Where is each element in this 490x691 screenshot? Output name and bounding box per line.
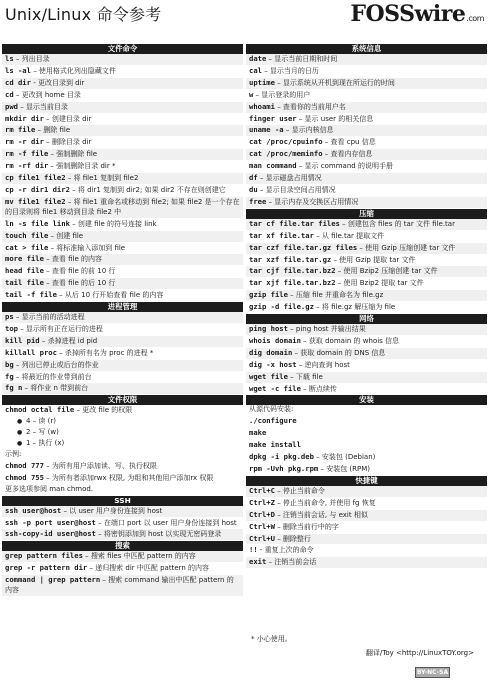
section-header: 快捷键 (246, 476, 487, 486)
command-code: tar czf file.tar.gz files (249, 242, 358, 252)
command-row (246, 405, 487, 416)
command-row (2, 372, 243, 384)
command-code: mkdir dir (5, 113, 44, 123)
command-description: – 强制删除 file (48, 150, 98, 159)
command-description: – 断点续传 (300, 384, 337, 393)
command-description: – 安装包 (RPM) (318, 465, 371, 473)
command-code: killall proc (5, 347, 57, 357)
command-code: grep pattern files (5, 551, 83, 561)
command-code: tar cf file.tar files (249, 218, 340, 228)
command-code: free (249, 196, 267, 206)
command-code: finger user (249, 113, 297, 123)
command-description: – 显示 user 的相关信息 (296, 114, 374, 123)
command-description: – 为所有用户添加读、写、执行权限 (43, 461, 157, 470)
command-row (246, 557, 487, 569)
command-code: tar xzf file.tar.gz (249, 254, 332, 264)
command-code: Ctrl+C (249, 485, 275, 495)
command-description: – 安装包 (Debian) (313, 453, 376, 462)
command-row (2, 405, 243, 417)
command-description: – 列出目录 (13, 55, 50, 63)
command-code: Ctrl+U (249, 533, 275, 543)
command-code: grep -r pattern dir (5, 563, 88, 573)
command-code: cd dir (5, 77, 31, 87)
command-row (246, 464, 487, 476)
command-description: – 查看你的当前用户名 (274, 102, 346, 111)
command-code: uname -a (249, 125, 284, 135)
command-code: tar xf file.tar (249, 230, 314, 240)
section-header: 文件命令 (2, 44, 243, 54)
command-row (246, 66, 487, 78)
command-description: – 停止当前命令 (274, 486, 325, 495)
section-header: 进程管理 (2, 302, 243, 312)
command-row (2, 506, 243, 518)
section-header: SSH (2, 496, 243, 506)
command-description: - 重复上次的命令 (257, 546, 314, 555)
command-row (2, 173, 243, 185)
command-code: dig domain (249, 347, 293, 357)
command-row (246, 102, 487, 114)
command-description: – 将 dir1 复制到 dir2; 如果 dir2 不存在则创建它 (69, 185, 226, 194)
command-code: tail -f file (5, 290, 57, 300)
command-code: gzip file (249, 290, 288, 300)
command-row (246, 510, 487, 522)
command-row (246, 149, 487, 161)
command-code: touch file (5, 230, 49, 240)
command-code: whois domain (249, 335, 301, 345)
command-code: mv file1 file2 (5, 196, 66, 206)
command-row (2, 450, 243, 461)
command-description: – 显示内核信息 (283, 126, 334, 135)
logo-suffix: .com (466, 14, 484, 23)
command-code: w (249, 89, 254, 99)
command-row (246, 219, 487, 231)
command-description: – 为所有者添加rwx 权限, 为组和其他用户添加rx 权限 (43, 473, 214, 482)
command-description: – 查看内存信息 (322, 150, 373, 159)
command-description: – 搜索 files 中匹配 pattern 的内容 (82, 552, 196, 561)
command-description: – 杀掉进程 id pid (39, 336, 98, 345)
command-code: cp -r dir1 dir2 (5, 184, 70, 194)
command-description: – 将最近的作业带到前台 (13, 372, 92, 381)
command-row (246, 54, 487, 66)
command-code: Ctrl+Z (249, 497, 275, 507)
command-row (246, 114, 487, 126)
command-code: fg (5, 371, 14, 381)
command-code: top (5, 323, 18, 333)
command-row (2, 428, 243, 439)
command-description: – 显示当月的日历 (261, 66, 319, 75)
command-code: ssh user@host (5, 505, 62, 515)
command-code: dpkg -i pkg.deb (249, 452, 314, 462)
command-row (2, 266, 243, 278)
fosswire-logo (350, 1, 484, 27)
footer-notes (251, 632, 486, 660)
command-row (2, 125, 243, 137)
command-row (246, 360, 487, 372)
command-row (2, 336, 243, 348)
command-description: – 显示内存及交换区占用情况 (266, 197, 359, 206)
command-description: – 创建 file (48, 231, 84, 240)
command-code: chmod octal file (5, 405, 75, 415)
command-code: wget file (249, 371, 288, 381)
command-code: whoami (249, 101, 275, 111)
command-description: – 从后 10 行开始查看 file 的内容 (56, 291, 164, 300)
command-description: – 下载 file (287, 372, 323, 381)
command-code: gzip -d file.gz (249, 302, 314, 312)
command-description: – 将作业 n 带到前台 (22, 384, 89, 393)
command-code: dig -x host (249, 359, 297, 369)
command-code: ssh-copy-id user@host (5, 529, 96, 539)
command-description: 更多选项参阅 man chmod. (5, 484, 94, 493)
command-description: – 显示目录空间占用情况 (257, 185, 336, 194)
command-description: – 获取 domain 的 whois 信息 (300, 336, 400, 345)
command-description: – 将密钥添加到 host 以实现无密码登录 (95, 530, 222, 539)
command-row (2, 278, 243, 290)
command-row (2, 197, 243, 219)
command-code: chmod 755 (5, 472, 44, 482)
command-description: – 将 file.gz 解压缩为 file (313, 303, 396, 312)
command-code: rm -rf dir (5, 161, 49, 171)
command-row (246, 243, 487, 255)
command-code: ./configure (249, 416, 297, 426)
command-row (246, 255, 487, 267)
command-description: – 从 file.tar 提取文件 (313, 231, 385, 240)
command-description: – 杀掉所有名为 proc 的进程 * (56, 348, 154, 357)
command-code: rm -f file (5, 149, 49, 159)
command-description: 从源代码安装: (249, 405, 294, 414)
command-code: bg (5, 359, 14, 369)
command-code: wget -c file (249, 383, 301, 393)
command-code: ping host (249, 324, 288, 334)
command-row (2, 529, 243, 541)
section-right-3 (246, 405, 487, 475)
command-row (246, 416, 487, 428)
command-description: – 停止当前命令, 并使用 fg 恢复 (274, 498, 376, 507)
command-description: – 显示登录的用户 (253, 90, 311, 99)
command-row (246, 324, 487, 336)
command-description: – 使用 Bzip2 压缩创建 tar 文件 (335, 267, 438, 276)
command-description: – 将标准输入添加到 file (48, 243, 126, 252)
command-row (246, 290, 487, 302)
footnote: * 小心使用。 (251, 635, 292, 643)
section-header: 搜索 (2, 541, 243, 551)
command-description: – 注销当前会话 (266, 558, 317, 567)
command-row (246, 545, 487, 557)
section-header: 压缩 (246, 209, 487, 219)
command-code: cat /proc/meminfo (249, 149, 323, 159)
command-row (246, 161, 487, 173)
command-code: uptime (249, 77, 275, 87)
right-column (246, 44, 487, 569)
command-row (2, 473, 243, 485)
command-description: – 使用格式化列出隐藏文件 (30, 66, 116, 75)
command-row (246, 266, 487, 278)
command-row (246, 185, 487, 197)
command-description: – 搜索 command 输出中匹配 pattern 的内容 (5, 576, 234, 595)
command-code: rm file (5, 125, 36, 135)
command-row (2, 312, 243, 324)
command-description: – 强制删除目录 dir * (48, 162, 116, 171)
command-row (2, 185, 243, 197)
section-left-0 (2, 54, 243, 302)
command-description: – 显示系统从开机到现在所运行的时间 (274, 78, 395, 87)
command-code: ps (5, 312, 14, 322)
left-column (2, 44, 243, 597)
command-row (246, 231, 487, 243)
command-row (246, 534, 487, 546)
command-row (2, 461, 243, 473)
command-code: ls (5, 54, 14, 63)
command-row (246, 302, 487, 314)
command-row (2, 348, 243, 360)
command-code: pwd (5, 101, 18, 111)
command-row (246, 173, 487, 185)
command-row (246, 372, 487, 384)
command-code: man command (249, 161, 297, 171)
command-row (246, 452, 487, 464)
section-right-4 (246, 486, 487, 569)
command-row (2, 243, 243, 255)
command-description: – 创建目录 dir (43, 114, 92, 123)
section-left-1 (2, 312, 243, 395)
command-code: cat > file (5, 242, 49, 252)
command-description: 4 – 读 (r) (26, 417, 56, 426)
command-row (2, 137, 243, 149)
command-description: – 注销当前会话, 与 exit 相似 (274, 510, 368, 519)
command-row (2, 551, 243, 563)
command-row (2, 114, 243, 126)
command-code: fg n (5, 383, 23, 393)
command-code: du (249, 184, 258, 194)
section-header: 系统信息 (246, 44, 487, 54)
command-row (246, 486, 487, 498)
command-row (246, 428, 487, 440)
section-header: 安装 (246, 395, 487, 405)
command-description: – 以 user 用户身份连接到 host (61, 506, 163, 515)
command-row (2, 78, 243, 90)
command-code: ssh -p port user@host (5, 517, 96, 527)
command-description: – 显示当前日期和时间 (266, 55, 338, 63)
command-description: – 删除当前行中的字 (274, 522, 339, 531)
command-row (2, 254, 243, 266)
command-code: tail file (5, 278, 44, 288)
command-description: 2 – 写 (w) (26, 428, 59, 437)
command-description: – 显示当前目录 (17, 102, 68, 111)
command-row (246, 384, 487, 396)
section-left-3 (2, 506, 243, 542)
command-description: – 更改 file 的权限 (74, 406, 133, 415)
section-header: 文件权限 (2, 395, 243, 405)
command-code: tar xjf file.tar.bz2 (249, 278, 336, 288)
command-row (2, 231, 243, 243)
command-row (2, 90, 243, 102)
section-right-0 (246, 54, 487, 209)
command-code: make (249, 428, 267, 438)
section-right-2 (246, 324, 487, 395)
command-description: 1 – 执行 (x) (26, 439, 65, 448)
command-description: – 在端口 port 以 user 用户身份连接到 host (95, 518, 237, 527)
command-description: – 创建包含 files 的 tar 文件 file.tar (339, 219, 455, 228)
command-row (2, 575, 243, 597)
command-description: – 获取 domain 的 DNS 信息 (292, 348, 386, 357)
command-description: – 显示磁盘占用情况 (257, 174, 322, 183)
logo-text: FOSSwire (350, 1, 466, 27)
command-row (246, 440, 487, 452)
command-row (2, 66, 243, 78)
command-description: – 压缩 file 并重命名为 file.gz (287, 291, 384, 300)
command-row (246, 137, 487, 149)
command-code: exit (249, 557, 267, 567)
command-code: rm -r dir (5, 137, 44, 147)
command-row (246, 336, 487, 348)
command-code: cat /proc/cpuinfo (249, 137, 323, 147)
command-code: tar cjf file.tar.bz2 (249, 266, 336, 276)
command-row (2, 161, 243, 173)
command-code: make install (249, 440, 301, 450)
command-description: – 创建 file 的符号连接 link (69, 219, 157, 228)
section-header: 网络 (246, 314, 487, 324)
command-description: – 显示 command 的说明手册 (296, 162, 393, 171)
command-description: – 显示当前的活动进程 (13, 313, 85, 322)
command-description: – 使用 Bzip2 提取 tar 文件 (335, 279, 424, 288)
cc-license-badge: BY-NC-SA (416, 669, 449, 676)
translator-credit: 翻译/Toy <http://LinuxTOY.org> (365, 649, 474, 657)
command-description: – 将 file1 复制到 file2 (65, 174, 139, 183)
command-row (2, 383, 243, 395)
command-description: – ping host 并输出结果 (287, 325, 366, 334)
command-code: ls -al (5, 65, 31, 75)
command-row (2, 149, 243, 161)
command-description: - 更改目录到 dir (30, 78, 85, 87)
command-row (2, 563, 243, 575)
section-left-2 (2, 405, 243, 495)
command-code: cp file1 file2 (5, 173, 66, 183)
command-code: df (249, 173, 258, 183)
command-row (2, 219, 243, 231)
command-row (2, 485, 243, 496)
command-code: chmod 777 (5, 460, 44, 470)
command-code: Ctrl+W (249, 521, 275, 531)
command-row (246, 125, 487, 137)
command-description: – 更改到 home 目录 (13, 90, 81, 99)
command-description: – 显示所有正在运行的进程 (17, 324, 103, 333)
command-description: 示例: (5, 450, 22, 458)
command-description: – 逆向查询 host (296, 360, 350, 369)
command-description: – 将 file1 重命名或移动到 file2; 如果 file2 是一个存在的目录则将 file1 移动到目录 file2 中 (5, 197, 240, 216)
command-description: – 使用 Gzip 压缩创建 tar 文件 (357, 243, 456, 252)
command-code: more file (5, 254, 44, 264)
command-code: date (249, 54, 267, 63)
command-code: rpm -Uvh pkg.rpm (249, 464, 319, 473)
command-description: – 列出已停止或后台的作业 (13, 360, 99, 369)
command-description: – 删除整行 (274, 534, 311, 543)
command-row (246, 78, 487, 90)
command-code: cd (5, 89, 14, 99)
command-row (2, 290, 243, 302)
command-description: – 查看 file 的后 10 行 (43, 279, 116, 288)
command-description: – 删除目录 dir (43, 138, 92, 147)
command-code: cal (249, 65, 262, 75)
command-description: – 删除 file (35, 126, 71, 135)
command-description: – 查看 cpu 信息 (322, 138, 376, 147)
command-description: – 查看 file 的内容 (43, 255, 103, 264)
command-row (2, 324, 243, 336)
command-row (246, 278, 487, 290)
command-row (246, 197, 487, 209)
command-code: !! (249, 545, 258, 555)
command-row (246, 348, 487, 360)
command-row (2, 518, 243, 530)
command-code: head file (5, 266, 44, 276)
command-code: ln -s file link (5, 218, 70, 228)
command-row (246, 498, 487, 510)
command-row (2, 360, 243, 372)
command-row (2, 439, 243, 450)
command-description: – 使用 Gzip 提取 tar 文件 (331, 255, 416, 264)
section-right-1 (246, 219, 487, 314)
section-left-4 (2, 551, 243, 597)
command-row (2, 54, 243, 66)
command-code: kill pid (5, 335, 40, 345)
page-title: Unix/Linux 命令参考 (5, 5, 162, 24)
command-code: Ctrl+D (249, 509, 275, 519)
command-code: command | grep pattern (5, 575, 101, 585)
command-row (246, 522, 487, 534)
command-description: – 递归搜索 dir 中匹配 pattern 的内容 (87, 564, 210, 573)
command-row (2, 102, 243, 114)
command-row (2, 417, 243, 428)
command-description: – 查看 file 的前 10 行 (43, 267, 116, 276)
command-row (246, 90, 487, 102)
